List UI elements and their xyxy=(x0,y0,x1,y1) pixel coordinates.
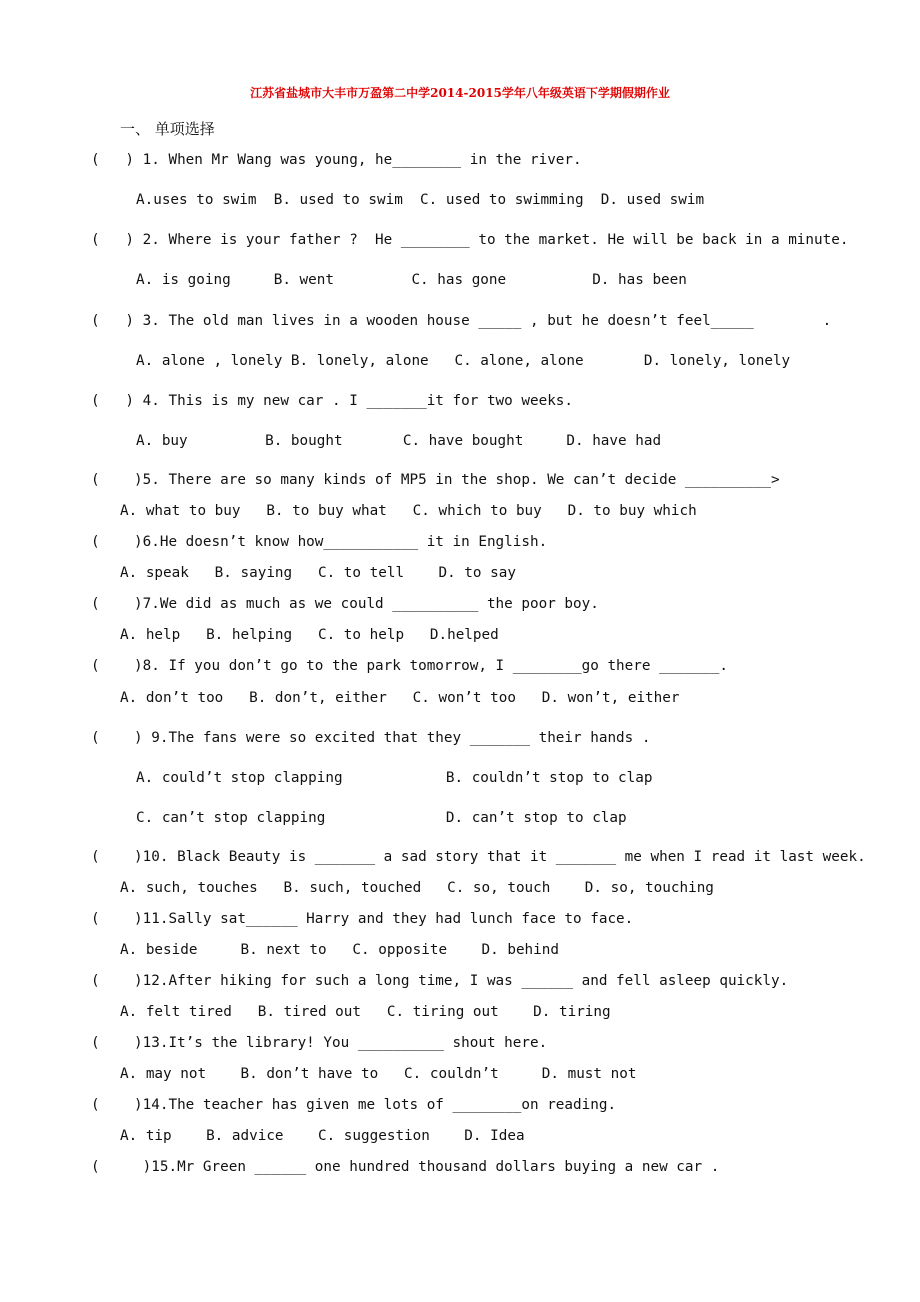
question-6-stem: ( )6.He doesn’t know how___________ it in English. xyxy=(91,534,548,550)
question-14-options: A. tip B. advice C. suggestion D. Idea xyxy=(120,1128,525,1144)
section-heading: 一、 单项选择 xyxy=(120,120,215,138)
question-15-stem: ( )15.Mr Green ______ one hundred thousand dollars buying a new car . xyxy=(91,1159,720,1175)
question-11-stem: ( )11.Sally sat______ Harry and they had lunch face to face. xyxy=(91,911,634,927)
question-3-stem: ( ) 3. The old man lives in a wooden house _____ , but he doesn’t feel_____ . xyxy=(91,313,832,329)
question-5-options: A. what to buy B. to buy what C. which to buy D. to buy which xyxy=(120,503,697,519)
question-10-stem: ( )10. Black Beauty is _______ a sad story that it _______ me when I read it last week. xyxy=(91,849,866,865)
question-1-stem: ( ) 1. When Mr Wang was young, he________ in the river. xyxy=(91,152,582,168)
question-7-stem: ( )7.We did as much as we could __________ the poor boy. xyxy=(91,596,599,612)
question-9-stem: ( ) 9.The fans were so excited that they _______ their hands . xyxy=(91,730,651,746)
question-12-stem: ( )12.After hiking for such a long time, I was ______ and fell asleep quickly. xyxy=(91,973,789,989)
question-1-options: A.uses to swim B. used to swim C. used to swimming D. used swim xyxy=(136,192,705,208)
question-4-options: A. buy B. bought C. have bought D. have had xyxy=(136,433,662,449)
question-6-options: A. speak B. saying C. to tell D. to say xyxy=(120,565,516,581)
question-13-options: A. may not B. don’t have to C. couldn’t D. must not xyxy=(120,1066,637,1082)
question-9-options-ab: A. could’t stop clapping B. couldn’t stop to clap xyxy=(136,770,653,786)
question-14-stem: ( )14.The teacher has given me lots of ________on reading. xyxy=(91,1097,617,1113)
question-9-options-cd: C. can’t stop clapping D. can’t stop to clap xyxy=(136,810,627,826)
question-7-options: A. help B. helping C. to help D.helped xyxy=(120,627,499,643)
question-2-options: A. is going B. went C. has gone D. has been xyxy=(136,272,687,288)
question-4-stem: ( ) 4. This is my new car . I _______it for two weeks. xyxy=(91,393,574,409)
question-8-options: A. don’t too B. don’t, either C. won’t too D. won’t, either xyxy=(120,690,680,706)
question-10-options: A. such, touches B. such, touched C. so, touch D. so, touching xyxy=(120,880,714,896)
question-13-stem: ( )13.It’s the library! You __________ shout here. xyxy=(91,1035,548,1051)
question-8-stem: ( )8. If you don’t go to the park tomorrow, I ________go there _______. xyxy=(91,658,728,674)
question-5-stem: ( )5. There are so many kinds of MP5 in the shop. We can’t decide __________> xyxy=(91,472,780,488)
question-2-stem: ( ) 2. Where is your father ? He ________ to the market. He will be back in a minute. xyxy=(91,232,849,248)
question-11-options: A. beside B. next to C. opposite D. behind xyxy=(120,942,559,958)
document-title: 江苏省盐城市大丰市万盈第二中学2014-2015学年八年级英语下学期假期作业 xyxy=(250,86,670,100)
question-12-options: A. felt tired B. tired out C. tiring out D. tiring xyxy=(120,1004,611,1020)
question-3-options: A. alone , lonely B. lonely, alone C. alone, alone D. lonely, lonely xyxy=(136,353,791,369)
